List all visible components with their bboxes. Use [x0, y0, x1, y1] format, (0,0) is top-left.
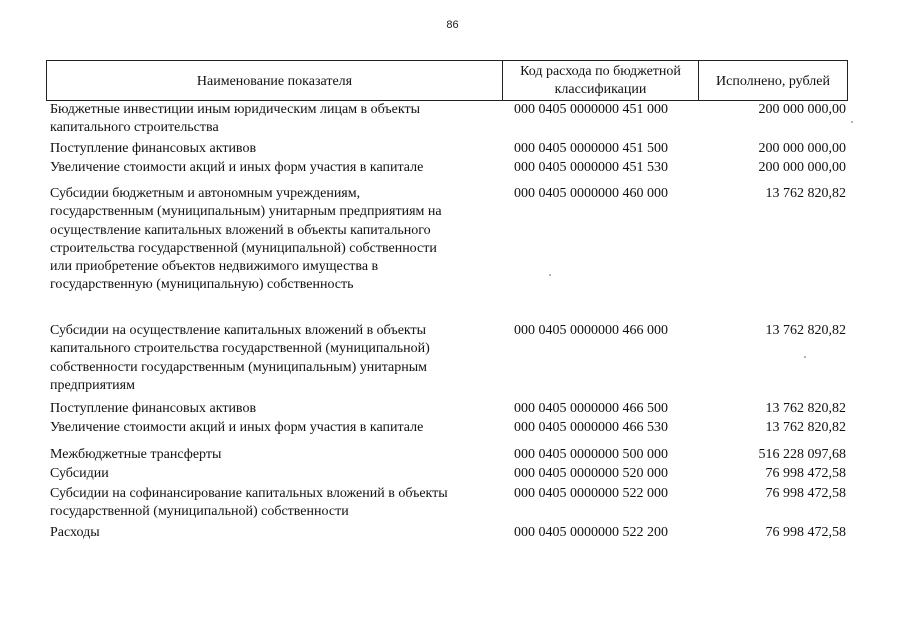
row-name-line: Поступление финансовых активов — [50, 141, 257, 156]
scan-speck — [851, 121, 853, 123]
table-header — [46, 60, 848, 101]
header-amount-cell — [699, 61, 847, 100]
row-code: 000 0405 0000000 520 000 — [514, 466, 668, 481]
row-name-line: Поступление финансовых активов — [50, 401, 257, 416]
row-name-line: Бюджетные инвестиции иным юридическим лицам в объекты — [50, 102, 421, 117]
row-name-line: Увеличение стоимости акций и иных форм участия в капитале — [50, 420, 424, 435]
row-amount: 13 762 820,82 — [765, 401, 846, 416]
header-code-cell — [503, 61, 699, 100]
row-name-line: государственным (муниципальным) унитарным предприятиям на — [50, 204, 442, 220]
row-code: 000 0405 0000000 522 200 — [514, 525, 668, 540]
scan-speck — [804, 356, 806, 358]
row-amount: 200 000 000,00 — [758, 102, 846, 117]
row-code: 000 0405 0000000 466 530 — [514, 420, 668, 435]
header-name-label: Наименование показателя — [196, 74, 353, 89]
header-code-label-line: Код расхода по бюджетной — [520, 64, 681, 79]
row-code: 000 0405 0000000 466 000 — [514, 323, 668, 338]
row-name — [50, 140, 498, 158]
row-name-line: Субсидии на софинансирование капитальных вложений в объекты — [50, 486, 448, 501]
row-name — [50, 524, 498, 542]
row-amount: 13 762 820,82 — [765, 323, 846, 338]
row-name-line: собственности государственным (муниципальным) унитарным — [50, 359, 427, 375]
row-name-line: строительства государственной (муниципальной) собственности — [50, 240, 437, 256]
row-name — [50, 185, 498, 295]
row-amount: 200 000 000,00 — [758, 141, 846, 156]
row-name-line: капитального строительства государственной (муниципальной) — [50, 341, 430, 357]
row-name-line: государственной (муниципальной) собственности — [50, 504, 349, 520]
row-code: 000 0405 0000000 451 000 — [514, 102, 668, 117]
header-name-cell — [47, 61, 503, 100]
row-code: 000 0405 0000000 451 500 — [514, 141, 668, 156]
header-code-label-line: классификации — [554, 82, 647, 98]
row-name — [50, 465, 498, 483]
row-name-line: осуществление капитальных вложений в объекты капитального — [50, 222, 431, 238]
row-amount: 76 998 472,58 — [765, 466, 846, 481]
row-amount: 76 998 472,58 — [765, 525, 846, 540]
row-code: 000 0405 0000000 500 000 — [514, 447, 668, 462]
row-name-line: капитального строительства — [50, 120, 219, 136]
row-name — [50, 400, 498, 418]
row-code: 000 0405 0000000 451 530 — [514, 160, 668, 175]
row-name-line: предприятиям — [50, 377, 135, 393]
row-name-line: Субсидии бюджетным и автономным учреждениям, — [50, 186, 361, 201]
row-amount: 516 228 097,68 — [758, 447, 846, 462]
row-code: 000 0405 0000000 466 500 — [514, 401, 668, 416]
row-name — [50, 419, 498, 437]
scan-speck — [549, 274, 551, 276]
row-name — [50, 159, 498, 177]
row-amount: 200 000 000,00 — [758, 160, 846, 175]
row-name-line: или приобретение объектов недвижимого имущества в — [50, 259, 379, 275]
row-name-line: Субсидии — [50, 466, 109, 481]
row-name-line: Увеличение стоимости акций и иных форм участия в капитале — [50, 160, 424, 175]
row-name-line: Субсидии на осуществление капитальных вложений в объекты — [50, 323, 427, 338]
header-amount-label: Исполнено, рублей — [716, 74, 830, 89]
row-name-line: Межбюджетные трансферты — [50, 447, 222, 462]
row-amount: 13 762 820,82 — [765, 186, 846, 201]
row-code: 000 0405 0000000 460 000 — [514, 186, 668, 201]
row-amount: 76 998 472,58 — [765, 486, 846, 501]
row-name — [50, 485, 498, 522]
row-code: 000 0405 0000000 522 000 — [514, 486, 668, 501]
row-name — [50, 322, 498, 395]
row-name — [50, 446, 498, 464]
row-name-line: Расходы — [50, 525, 100, 540]
row-name-line: государственную (муниципальную) собственность — [50, 277, 354, 293]
page-number: 86 — [446, 19, 459, 31]
row-amount: 13 762 820,82 — [765, 420, 846, 435]
row-name — [50, 101, 498, 138]
